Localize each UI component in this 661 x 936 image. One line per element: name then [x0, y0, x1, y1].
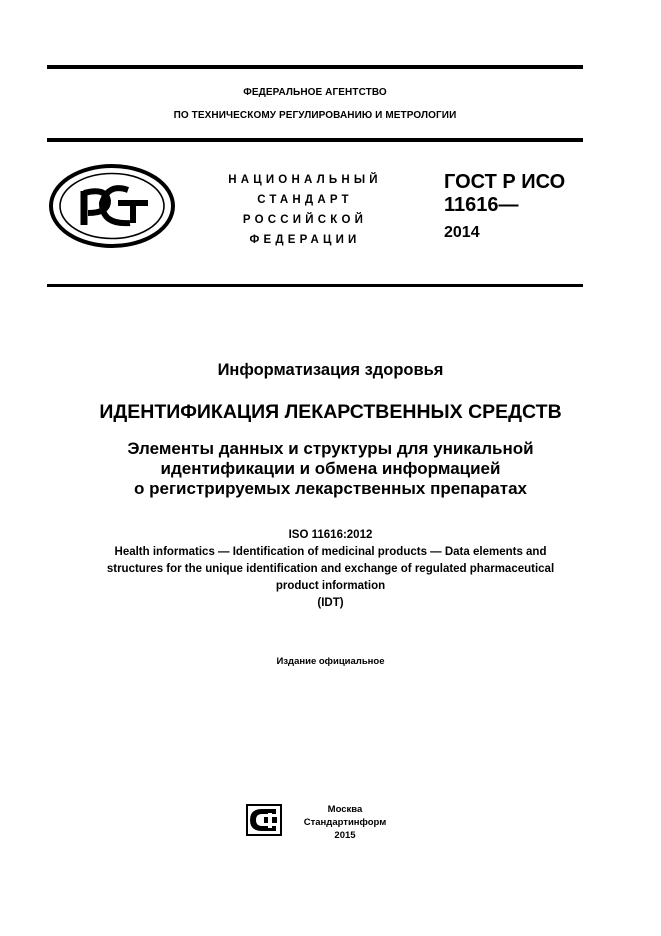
iso-title-line-2: structures for the unique identification and exchange of regulated pharmaceutical — [106, 563, 555, 575]
subtitle-line-1: Элементы данных и структуры для уникальной — [127, 439, 534, 458]
edition-label: Издание официальное — [276, 656, 385, 667]
iso-code: ISO 11616:2012 — [288, 529, 373, 541]
standard-type-line-2: СТАНДАРТ — [257, 194, 353, 206]
header-rule — [47, 138, 583, 142]
iso-title-line-3: product information — [275, 580, 386, 592]
publisher-year: 2015 — [334, 830, 356, 841]
designation-line-1: ГОСТ Р ИСО — [444, 171, 566, 193]
publisher-city: Москва — [327, 804, 363, 815]
designation-rule — [47, 284, 583, 287]
standartinform-logo-icon — [246, 804, 282, 836]
topic-title: Информатизация здоровья — [217, 361, 444, 379]
top-rule — [47, 65, 583, 69]
iso-idt: (IDT) — [317, 597, 344, 609]
rst-logo-icon — [48, 163, 176, 249]
designation-line-3: 2014 — [444, 224, 480, 241]
subtitle-line-2: идентификации и обмена информацией — [160, 459, 501, 478]
designation-line-2: 11616— — [444, 194, 519, 216]
standard-type-line-4: ФЕДЕРАЦИИ — [249, 234, 361, 246]
iso-title-line-1: Health informatics — Identification of medicinal products — Data elements and — [114, 546, 547, 558]
subtitle-line-3: о регистрируемых лекарственных препаратах — [134, 479, 527, 498]
main-title: ИДЕНТИФИКАЦИЯ ЛЕКАРСТВЕННЫХ СРЕДСТВ — [99, 401, 562, 423]
publisher-name: Стандартинформ — [303, 817, 387, 828]
agency-line-2: ПО ТЕХНИЧЕСКОМУ РЕГУЛИРОВАНИЮ И МЕТРОЛОГИИ — [173, 110, 457, 121]
agency-line-1: ФЕДЕРАЛЬНОЕ АГЕНТСТВО — [243, 87, 387, 98]
standard-type-line-3: РОССИЙСКОЙ — [242, 214, 368, 226]
standard-type-line-1: НАЦИОНАЛЬНЫЙ — [228, 174, 382, 186]
